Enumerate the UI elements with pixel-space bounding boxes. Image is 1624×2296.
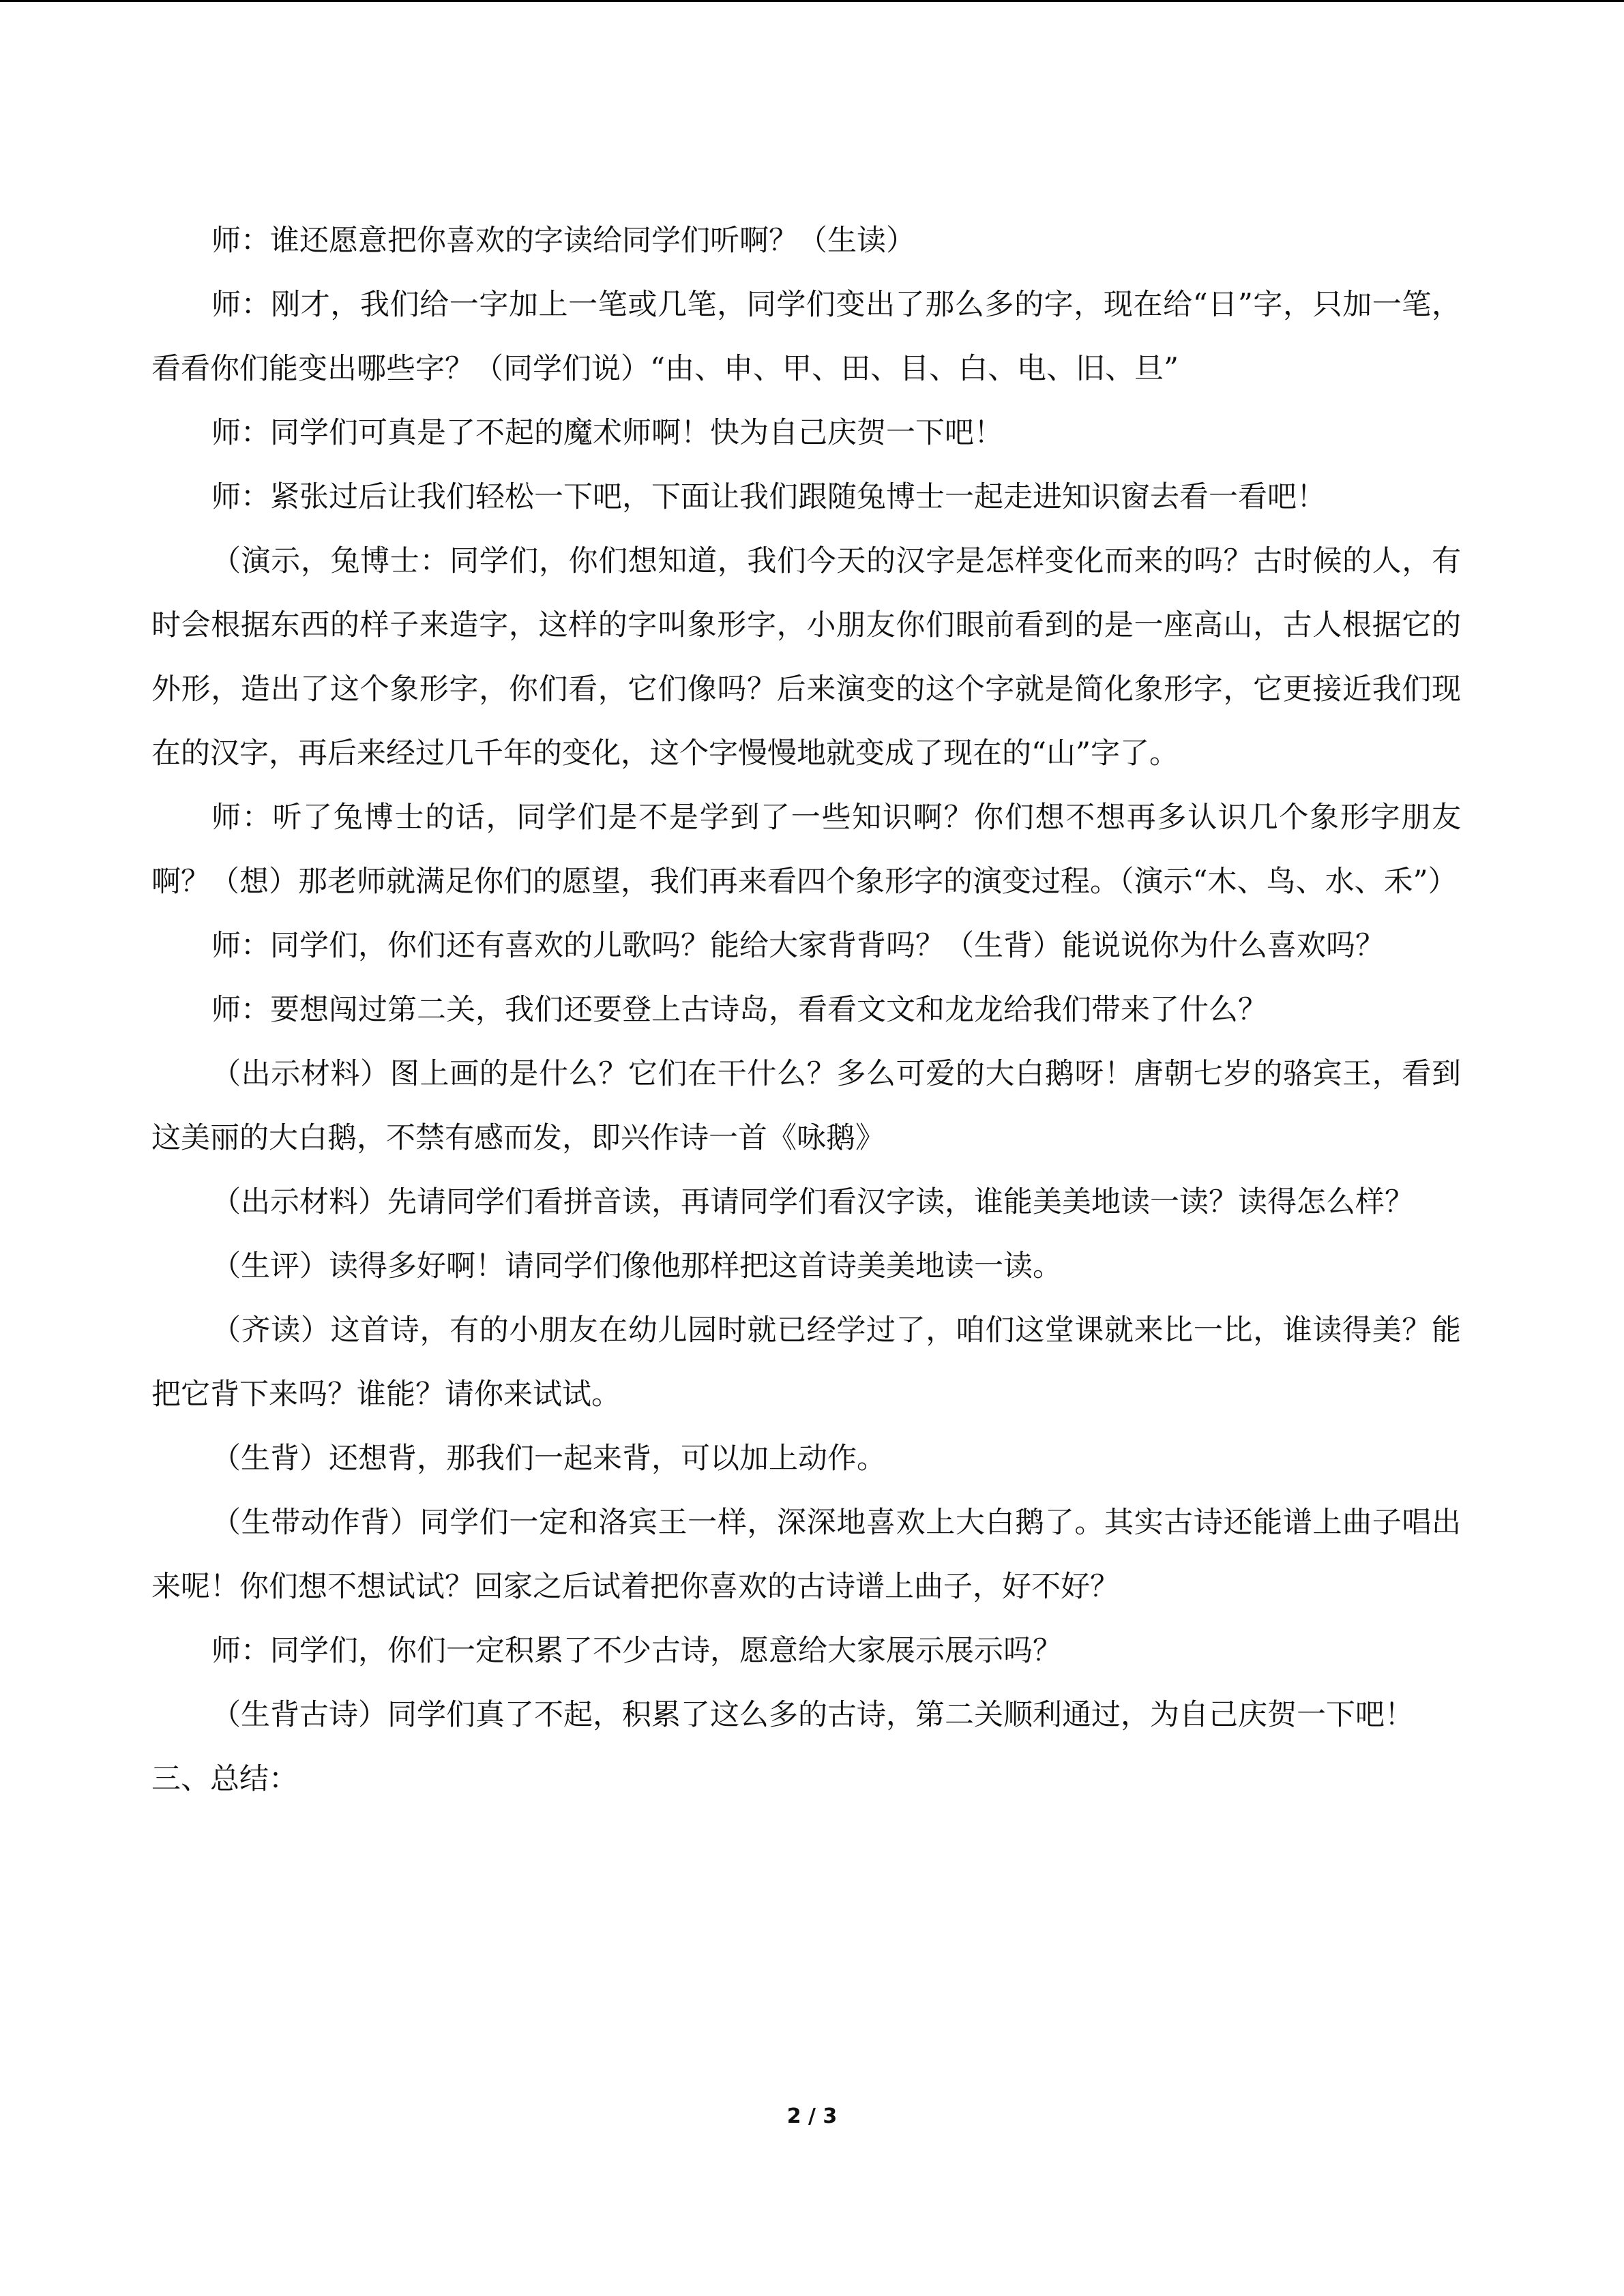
paragraph: 师：同学们，你们一定积累了不少古诗，愿意给大家展示展示吗？ [211, 1634, 1062, 1668]
document-body [151, 209, 1461, 1811]
paragraph: （出示材料）先请同学们看拼音读，再请同学们看汉字读，谁能美美地读一读？读得怎么样？ [211, 1185, 1414, 1219]
paragraph: 师：同学们，你们还有喜欢的儿歌吗？能给大家背背吗？（生背）能说说你为什么喜欢吗？ [211, 929, 1385, 963]
paragraph: （齐读）这首诗，有的小朋友在幼儿园时就已经学过了，咱们这堂课就来比一比，谁读得美？能把它背下来吗？谁能？请你来试试。 [151, 1313, 1461, 1412]
paragraph: 师：要想闯过第二关，我们还要登上古诗岛，看看文文和龙龙给我们带来了什么？ [211, 993, 1267, 1027]
paragraph: （生背）还想背，那我们一起来背，可以加上动作。 [211, 1442, 886, 1476]
section-heading: 三、总结： [151, 1762, 298, 1796]
paragraph: （生评）读得多好啊！请同学们像他那样把这首诗美美地读一读。 [211, 1249, 1062, 1283]
paragraph: 师：同学们可真是了不起的魔术师啊！快为自己庆贺一下吧！ [211, 416, 1003, 450]
paragraph: （出示材料）图上画的是什么？它们在干什么？多么可爱的大白鹅呀！唐朝七岁的骆宾王，看到这美丽的大白鹅，不禁有感而发，即兴作诗一首《咏鹅》 [151, 1057, 1461, 1155]
paragraph: 师：刚才，我们给一字加上一笔或几笔，同学们变出了那么多的字，现在给“日”字，只加一笔，看看你们能变出哪些字？（同学们说）“由、申、甲、田、目、白、电、旧、旦” [151, 288, 1461, 386]
paragraph: 师：谁还愿意把你喜欢的字读给同学们听啊？（生读） [211, 224, 915, 258]
paragraph: 师：听了兔博士的话，同学们是不是学到了一些知识啊？你们想不想再多认识几个象形字朋友啊？（想）那老师就满足你们的愿望，我们再来看四个象形字的演变过程。（演示“木、鸟、水、禾”） [151, 801, 1461, 899]
paragraph: （生带动作背）同学们一定和洛宾王一样，深深地喜欢上大白鹅了。其实古诗还能谱上曲子唱出来呢！你们想不想试试？回家之后试着把你喜欢的古诗谱上曲子，好不好？ [151, 1506, 1461, 1604]
paragraph: （生背古诗）同学们真了不起，积累了这么多的古诗，第二关顺利通过，为自己庆贺一下吧！ [211, 1698, 1414, 1732]
paragraph: （演示，兔博士：同学们，你们想知道，我们今天的汉字是怎样变化而来的吗？古时候的人，有时会根据东西的样子来造字，这样的字叫象形字，小朋友你们眼前看到的是一座高山，古人根据它的外形，造出了这个象形字，你们看，它们像吗？后来演变的这个字就是简化象形字，它更接近我们现在的汉字，再后来经过几千年的变化，这个字慢慢地就变成了现在的“山”字了。 [151, 544, 1461, 771]
top-border-line [0, 0, 1624, 2]
paragraph: 师：紧张过后让我们轻松一下吧，下面让我们跟随兔博士一起走进知识窗去看一看吧！ [211, 480, 1326, 514]
page-number: 2 / 3 [786, 2104, 838, 2128]
